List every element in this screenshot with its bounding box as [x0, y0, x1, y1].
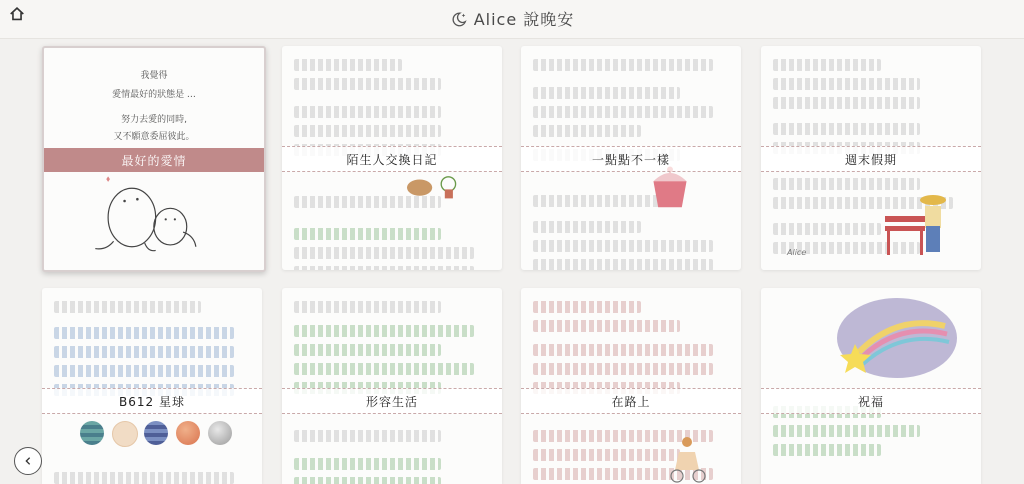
note-line: 愛情最好的狀態是 …: [112, 90, 196, 100]
story-card-describe-life[interactable]: [282, 288, 502, 484]
note-line: 我覺得: [140, 71, 168, 81]
card-title-band: [761, 388, 981, 414]
story-card-blessing[interactable]: [761, 288, 981, 484]
story-card-a-little-different[interactable]: [521, 46, 741, 270]
moon-stars-icon: [450, 10, 468, 28]
card-title: 週末假期: [844, 152, 897, 167]
card-title-band: [44, 148, 264, 172]
planet-icon: [208, 421, 232, 445]
card-title-band: [42, 388, 262, 414]
card-title: 在路上: [611, 394, 651, 409]
chevron-left-icon: [23, 456, 33, 466]
bench-illustration: [881, 192, 951, 262]
planet-icon: [144, 421, 168, 445]
story-card-stranger-diary[interactable]: [282, 46, 502, 270]
app-header: [0, 0, 1024, 39]
back-button[interactable]: [14, 447, 42, 475]
card-title-band: [761, 146, 981, 172]
bears-illustration: [88, 166, 216, 258]
page-title: [450, 7, 575, 30]
title-text: Alice 說晚安: [473, 10, 575, 29]
card-title-band: [521, 388, 741, 414]
story-card-best-love[interactable]: [42, 46, 266, 272]
signature: Alice: [787, 248, 807, 257]
card-title: 陌生人交換日記: [346, 152, 438, 167]
story-card-weekend-holiday[interactable]: [761, 46, 981, 270]
girl-bicycle-illustration: [663, 434, 713, 484]
card-title-band: [282, 388, 502, 414]
note-line: 努力去愛的同時,: [121, 115, 187, 125]
card-title: B612 星球: [119, 394, 185, 409]
card-note: [42, 288, 262, 484]
planet-icon: [176, 421, 200, 445]
card-title: 祝福: [857, 394, 884, 409]
card-note: [761, 288, 981, 484]
card-title: 最好的愛情: [121, 153, 187, 168]
note-line: 又不願意委屈彼此。: [113, 132, 195, 142]
card-title-band: [282, 146, 502, 172]
card-title: 一點點不一樣: [591, 152, 670, 167]
story-card-on-the-road[interactable]: [521, 288, 741, 484]
story-card-b612-planet[interactable]: [42, 288, 262, 484]
shooting-star-illustration: [827, 294, 957, 384]
planet-icon: [112, 421, 138, 447]
card-title: 形容生活: [365, 394, 418, 409]
planet-icon: [80, 421, 104, 445]
card-note: [521, 288, 741, 484]
card-title-band: [521, 146, 741, 172]
card-note: [282, 288, 502, 484]
